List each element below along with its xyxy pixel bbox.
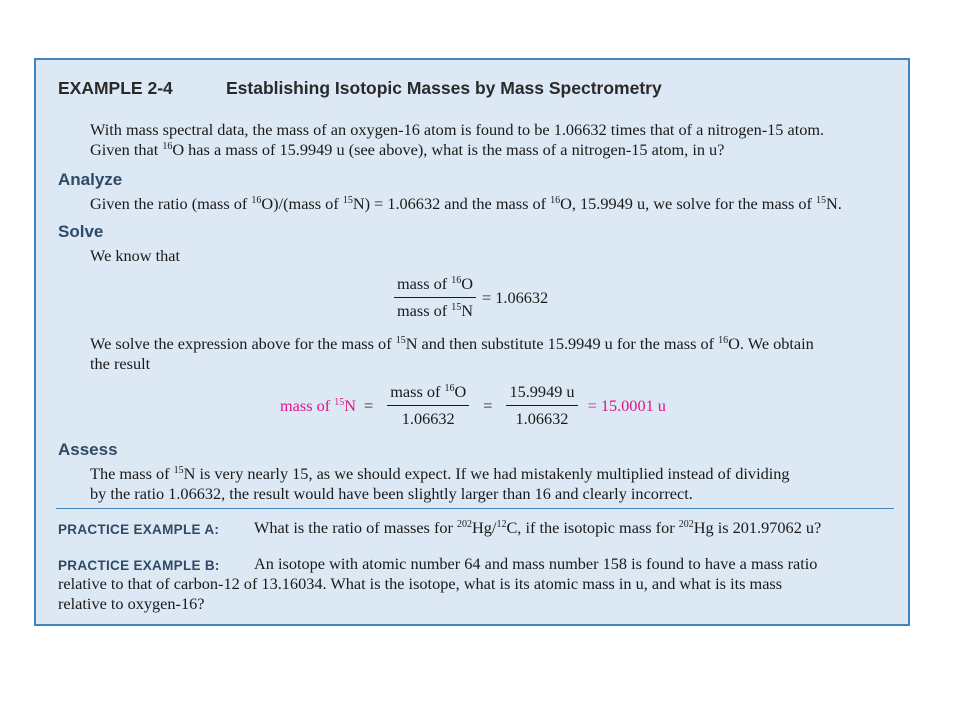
ratio-fraction: $\frac{mass of ^{16}O}{mass of ^{15}N}$ xyxy=(394,274,476,321)
result-fraction-1: $\frac{mass of ^{16}O}{1.06632}$ xyxy=(387,382,469,429)
practice-a-text: What is the ratio of masses for $^{202}$Hg/$^{12}$C, if the isotopic mass for $^{202}$Hg is 201.97062 u? xyxy=(254,518,822,537)
analyze-heading: Analyze xyxy=(58,170,123,189)
result-lhs: mass of $^{15}$N xyxy=(280,395,357,415)
result-value: = 15.0001 u xyxy=(587,395,666,415)
example-header xyxy=(58,78,662,99)
practice-a-label: PRACTICE EXAMPLE A: xyxy=(58,522,220,537)
solve-intro: We know that xyxy=(90,246,181,265)
practice-b-label: PRACTICE EXAMPLE B: xyxy=(58,558,220,573)
solve-heading: Solve xyxy=(58,222,104,241)
equation-result: mass of $^{15}$N = $\frac{mass of ^{16}O}{1.06632}$ = $\frac{15.9949 u}{1.06632}$ = 15.0001 u xyxy=(280,382,666,428)
result-fraction-2: $\frac{15.9949 u}{1.06632}$ xyxy=(506,382,577,429)
example-panel xyxy=(34,58,910,626)
section-divider xyxy=(56,508,894,509)
problem-line-2: Given that $^{16}$O has a mass of 15.9949 u (see above), what is the mass of a nitrogen-15 atom, in u? xyxy=(90,140,725,159)
solve-explanation: We solve the expression above for the mass of $^{15}$N and then substitute 15.9949 u for the mass of $^{16}$O. We obtain the result xyxy=(90,334,814,373)
assess-heading: Assess xyxy=(58,440,118,459)
ratio-rhs: = 1.06632 xyxy=(482,287,549,307)
equation-ratio xyxy=(388,274,548,321)
analyze-text: Given the ratio (mass of $^{16}$O)/(mass of $^{15}$N) = 1.06632 and the mass of $^{16}$O, 15.9949 u, we solve for the mass of $^{15}$N. xyxy=(90,194,842,213)
assess-text: The mass of $^{15}$N is very nearly 15, as we should expect. If we had mistakenly multiplied instead of dividing by the ratio 1.06632, the result would have been slightly larger than 16 and clearly incorrect. xyxy=(90,464,790,503)
example-title: Establishing Isotopic Masses by Mass Spectrometry xyxy=(226,78,662,98)
practice-b-text: An isotope with atomic number 64 and mass number 158 is found to have a mass ratio relative to that of carbon-12 of 13.16034. What is the isotope, what is its atomic mass in u, and what is its mass relative to oxygen-16? xyxy=(58,554,818,613)
example-number: EXAMPLE 2-4 xyxy=(58,78,173,98)
problem-line-1: With mass spectral data, the mass of an oxygen-16 atom is found to be 1.06632 times that of a nitrogen-15 atom. xyxy=(90,120,825,139)
problem-statement xyxy=(90,120,900,160)
